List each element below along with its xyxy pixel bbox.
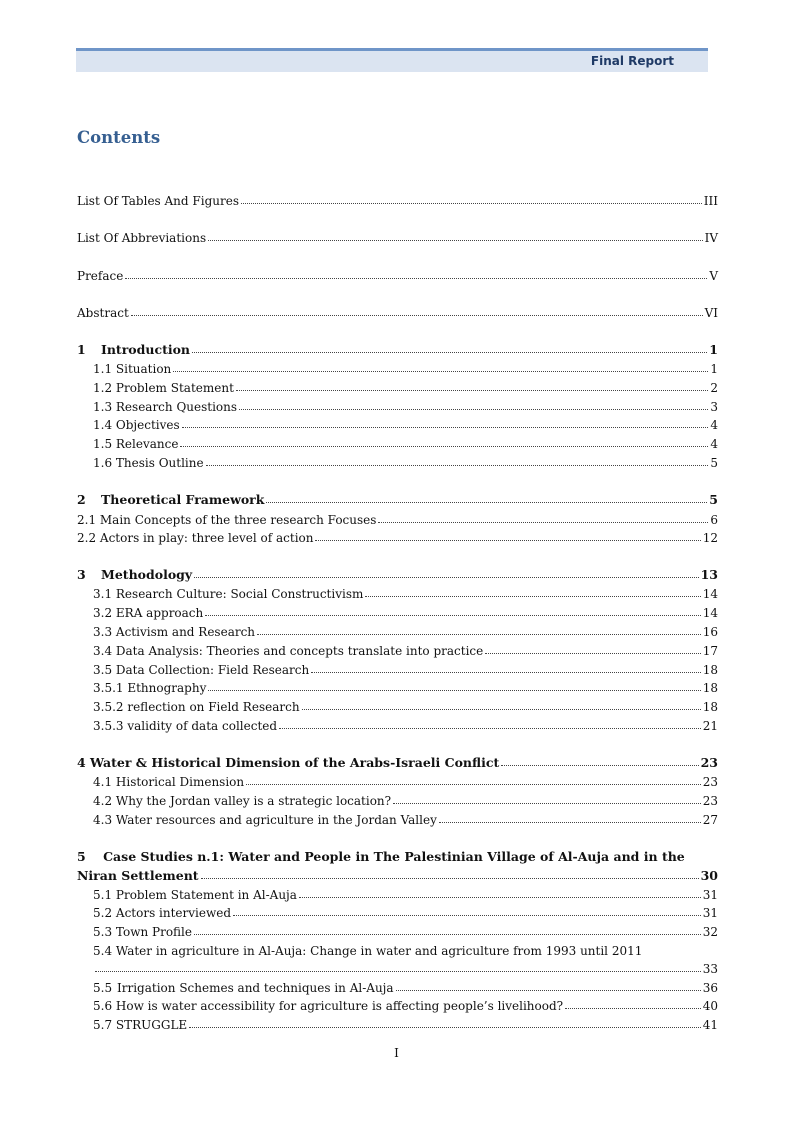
toc-dot-leader bbox=[396, 980, 701, 991]
toc-entry[interactable] bbox=[77, 343, 718, 357]
toc-entry-label bbox=[93, 906, 231, 920]
toc-entry[interactable] bbox=[93, 381, 718, 395]
toc-entry-label bbox=[93, 1018, 187, 1032]
toc-entry-page: 4 bbox=[710, 437, 718, 451]
toc-entry-page: 1 bbox=[710, 362, 718, 376]
toc-dot-leader bbox=[194, 567, 698, 578]
toc-entry-page: 36 bbox=[702, 981, 718, 995]
toc-dot-leader bbox=[180, 436, 708, 447]
toc-entry[interactable] bbox=[93, 362, 718, 376]
toc-entry-page: 23 bbox=[700, 755, 718, 770]
toc-entry-page: 27 bbox=[702, 813, 718, 827]
toc-entry[interactable] bbox=[93, 681, 718, 695]
toc-entry-wrapped-line[interactable]: 5 Case Studies n.1: Water and People in The Palestinian Village of Al-Auja and in the bbox=[77, 849, 685, 864]
toc-entry-label bbox=[77, 568, 192, 582]
toc-dot-leader bbox=[208, 680, 700, 691]
toc-entry[interactable] bbox=[77, 869, 718, 883]
toc-entry-page: 5 bbox=[709, 492, 718, 507]
page-title: Contents bbox=[77, 128, 161, 147]
toc-entry[interactable] bbox=[93, 888, 718, 902]
toc-entry[interactable] bbox=[93, 719, 718, 733]
toc-dot-leader bbox=[131, 305, 703, 316]
toc-entry-label bbox=[93, 400, 237, 414]
toc-entry-text: Introduction bbox=[101, 342, 191, 357]
toc-entry-page: 23 bbox=[702, 794, 718, 808]
toc-entry-page: 30 bbox=[700, 868, 718, 883]
toc-dot-leader bbox=[205, 605, 700, 616]
toc-entry-text: 4 Water & Historical Dimension of the Arabs-Israeli Conflict bbox=[77, 755, 500, 770]
toc-entry-page: 18 bbox=[702, 700, 718, 714]
toc-entry-page: 21 bbox=[702, 719, 718, 733]
toc-entry-label bbox=[93, 437, 178, 451]
toc-entry[interactable] bbox=[77, 269, 718, 283]
toc-entry-page: 41 bbox=[702, 1018, 718, 1032]
toc-entry-page: 14 bbox=[702, 587, 718, 601]
toc-entry-number: 1 bbox=[77, 342, 86, 357]
toc-entry-label bbox=[93, 925, 192, 939]
toc-entry[interactable] bbox=[93, 437, 718, 451]
toc-entry-text: 4.2 Why the Jordan valley is a strategic location? bbox=[93, 794, 392, 808]
toc-dot-leader bbox=[192, 342, 707, 353]
toc-entry-page: 1 bbox=[709, 342, 718, 357]
toc-dot-leader bbox=[239, 399, 708, 410]
toc-entry-text: 5.6 How is water accessibility for agriculture is affecting people’s livelihood? bbox=[93, 999, 564, 1013]
toc-entry[interactable] bbox=[93, 981, 718, 995]
header-title: Final Report bbox=[590, 54, 674, 68]
toc-entry-text: 2.1 Main Concepts of the three research Focuses bbox=[77, 513, 377, 527]
toc-dot-leader bbox=[233, 905, 701, 916]
toc-entry-text: 3.1 Research Culture: Social Constructivism bbox=[93, 587, 364, 601]
toc-entry[interactable] bbox=[93, 644, 718, 658]
toc-dot-leader bbox=[208, 230, 702, 241]
toc-entry-number: 2 bbox=[77, 492, 86, 507]
toc-entry-text: 3.2 ERA approach bbox=[93, 606, 204, 620]
toc-entry-label bbox=[93, 681, 206, 695]
toc-entry-page: 14 bbox=[702, 606, 718, 620]
toc-entry-page: 16 bbox=[702, 625, 718, 639]
toc-entry-text: 1.5 Relevance bbox=[93, 437, 179, 451]
toc-entry-text: 5.1 Problem Statement in Al-Auja bbox=[93, 888, 297, 902]
toc-entry-page: 6 bbox=[710, 513, 718, 527]
toc-entry-label bbox=[93, 700, 300, 714]
toc-dot-leader bbox=[194, 924, 701, 935]
toc-entry-label bbox=[77, 194, 239, 208]
toc-entry[interactable] bbox=[77, 231, 718, 245]
toc-entry-text: 3.5.2 reflection on Field Research bbox=[93, 700, 300, 714]
toc-entry-text: 3.5.1 Ethnography bbox=[93, 681, 207, 695]
toc-entry-page: 31 bbox=[702, 888, 718, 902]
toc-entry[interactable] bbox=[93, 813, 718, 827]
toc-entry-page: 12 bbox=[702, 531, 718, 545]
toc-entry[interactable] bbox=[93, 418, 718, 432]
toc-entry-text: 1.6 Thesis Outline bbox=[93, 456, 204, 470]
toc-entry-text: Abstract bbox=[77, 306, 129, 320]
toc-entry-label bbox=[77, 756, 499, 770]
toc-entry-page: IV bbox=[704, 231, 718, 245]
toc-dot-leader bbox=[501, 755, 698, 766]
toc-entry[interactable] bbox=[93, 999, 718, 1013]
toc-entry-text: 3.4 Data Analysis: Theories and concepts translate into practice bbox=[93, 644, 484, 658]
toc-entry[interactable] bbox=[77, 493, 718, 507]
toc-entry-number: 5.5 bbox=[93, 981, 113, 995]
toc-entry[interactable] bbox=[93, 400, 718, 414]
toc-entry-text: 1.2 Problem Statement bbox=[93, 381, 234, 395]
toc-entry-text: 5.3 Town Profile bbox=[93, 925, 192, 939]
toc-entry-page: 31 bbox=[702, 906, 718, 920]
footer-page-number: I bbox=[394, 1046, 399, 1060]
toc-entry-label bbox=[77, 306, 129, 320]
toc-entry-label bbox=[93, 456, 204, 470]
toc-entry-page: 18 bbox=[702, 663, 718, 677]
toc-entry-text: 5.7 STRUGGLE bbox=[93, 1018, 188, 1032]
toc-entry-label bbox=[93, 999, 563, 1013]
toc-entry-text: Methodology bbox=[101, 567, 193, 582]
toc-dot-leader bbox=[365, 586, 700, 597]
toc-entry-page: 18 bbox=[702, 681, 718, 695]
toc-entry-text: 1.1 Situation bbox=[93, 362, 172, 376]
toc-entry[interactable] bbox=[93, 962, 718, 976]
toc-entry-label bbox=[77, 869, 199, 883]
toc-entry-label bbox=[93, 775, 244, 789]
toc-dot-leader bbox=[315, 530, 700, 541]
toc-entry[interactable] bbox=[93, 606, 718, 620]
toc-entry-label bbox=[93, 888, 297, 902]
toc-dot-leader bbox=[182, 417, 709, 428]
toc-dot-leader bbox=[189, 1017, 701, 1028]
toc-entry-label bbox=[77, 513, 376, 527]
toc-entry-label bbox=[77, 531, 313, 545]
toc-entry[interactable] bbox=[77, 756, 718, 770]
toc-entry-text: 1.3 Research Questions bbox=[93, 400, 238, 414]
toc-entry-text: List Of Tables And Figures bbox=[77, 194, 239, 208]
toc-entry[interactable] bbox=[77, 194, 718, 208]
toc-entry-label bbox=[93, 813, 437, 827]
toc-entry[interactable] bbox=[77, 531, 718, 545]
toc-entry[interactable] bbox=[93, 700, 718, 714]
toc-entry[interactable] bbox=[93, 625, 718, 639]
toc-entry-label bbox=[77, 343, 190, 357]
toc-dot-leader bbox=[246, 774, 701, 785]
toc-entry-label bbox=[93, 663, 309, 677]
toc-dot-leader bbox=[241, 193, 702, 204]
toc-dot-leader bbox=[95, 961, 701, 972]
toc-entry-label bbox=[93, 794, 391, 808]
toc-entry-label bbox=[93, 625, 255, 639]
toc-entry-page: VI bbox=[704, 306, 718, 320]
toc-dot-leader bbox=[393, 793, 701, 804]
toc-dot-leader bbox=[378, 512, 708, 523]
toc-entry-text: Irrigation Schemes and techniques in Al-Auja bbox=[117, 981, 394, 995]
toc-dot-leader bbox=[565, 998, 701, 1009]
toc-dot-leader bbox=[279, 718, 701, 729]
toc-entry[interactable] bbox=[93, 663, 718, 677]
toc-dot-leader bbox=[439, 812, 701, 823]
toc-entry-text: Preface bbox=[77, 269, 124, 283]
toc-entry[interactable] bbox=[93, 775, 718, 789]
toc-dot-leader bbox=[302, 699, 701, 710]
toc-dot-leader bbox=[299, 887, 701, 898]
toc-entry-text: 3.5.3 validity of data collected bbox=[93, 719, 278, 733]
toc-entry-label bbox=[93, 587, 363, 601]
toc-entry-label bbox=[77, 269, 123, 283]
toc-entry-label bbox=[77, 493, 264, 507]
toc-entry-page: 17 bbox=[702, 644, 718, 658]
toc-entry-text: 4.3 Water resources and agriculture in the Jordan Valley bbox=[93, 813, 437, 827]
toc-entry-text: 3.3 Activism and Research bbox=[93, 625, 256, 639]
toc-dot-leader bbox=[311, 662, 701, 673]
toc-entry-text: Niran Settlement bbox=[77, 868, 199, 883]
toc-dot-leader bbox=[201, 868, 699, 879]
toc-entry[interactable] bbox=[93, 906, 718, 920]
toc-entry[interactable] bbox=[93, 456, 718, 470]
toc-entry-text: 3.5 Data Collection: Field Research bbox=[93, 663, 310, 677]
toc-entry-page: V bbox=[709, 269, 718, 283]
toc-entry-wrapped-line[interactable]: 5.4 Water in agriculture in Al-Auja: Change in water and agriculture from 1993 until 2011 bbox=[93, 944, 643, 958]
toc-entry-text: Theoretical Framework bbox=[101, 492, 265, 507]
toc-entry-page: 4 bbox=[710, 418, 718, 432]
toc-entry-page: 32 bbox=[702, 925, 718, 939]
toc-dot-leader bbox=[125, 268, 707, 279]
toc-entry-text: 5.2 Actors interviewed bbox=[93, 906, 232, 920]
toc-entry-label bbox=[93, 418, 180, 432]
toc-dot-leader bbox=[206, 455, 709, 466]
toc-entry-page: 13 bbox=[700, 567, 718, 582]
toc-dot-leader bbox=[173, 361, 708, 372]
toc-entry-label bbox=[93, 981, 394, 995]
toc-entry[interactable] bbox=[77, 568, 718, 582]
toc-entry-text: 1.4 Objectives bbox=[93, 418, 180, 432]
toc-entry-page: 3 bbox=[710, 400, 718, 414]
toc-entry-page: 23 bbox=[702, 775, 718, 789]
toc-entry-label bbox=[93, 362, 171, 376]
toc-entry[interactable] bbox=[93, 587, 718, 601]
toc-entry-label bbox=[93, 719, 277, 733]
toc-entry-label bbox=[93, 381, 234, 395]
toc-entry-text: List Of Abbreviations bbox=[77, 231, 207, 245]
toc-entry-label bbox=[93, 644, 483, 658]
toc-entry-page: 2 bbox=[710, 381, 718, 395]
toc-entry-number: 3 bbox=[77, 567, 86, 582]
toc-dot-leader bbox=[236, 380, 708, 391]
toc-entry-page: 5 bbox=[710, 456, 718, 470]
toc-entry[interactable] bbox=[77, 306, 718, 320]
toc-dot-leader bbox=[257, 624, 701, 635]
toc-entry-label bbox=[77, 231, 206, 245]
toc-entry[interactable] bbox=[77, 513, 718, 527]
toc-entry-text: 2.2 Actors in play: three level of action bbox=[77, 531, 314, 545]
toc-dot-leader bbox=[266, 492, 707, 503]
toc-entry-page: 40 bbox=[702, 999, 718, 1013]
toc-entry-page: 33 bbox=[702, 962, 718, 976]
toc-entry[interactable] bbox=[93, 1018, 718, 1032]
toc-entry-label bbox=[93, 606, 203, 620]
toc-entry-text: 4.1 Historical Dimension bbox=[93, 775, 245, 789]
toc-entry[interactable] bbox=[93, 925, 718, 939]
toc-entry[interactable] bbox=[93, 794, 718, 808]
toc-dot-leader bbox=[485, 643, 700, 654]
running-header bbox=[76, 48, 708, 72]
toc-entry-page: III bbox=[703, 194, 718, 208]
